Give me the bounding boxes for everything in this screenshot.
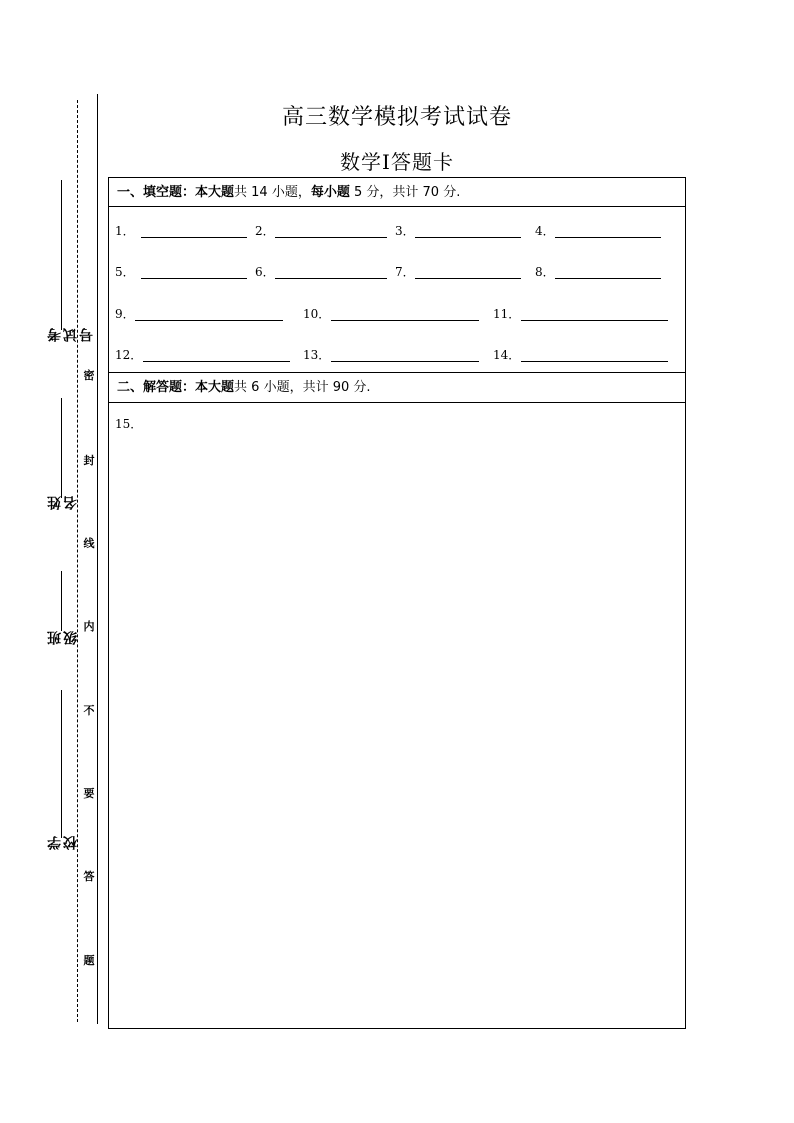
section1-prefix: 一、填空题： [117,185,196,200]
blank-number: 7． [395,265,415,279]
class-label: 班级 [47,631,79,645]
fill-blank-8[interactable] [535,264,555,280]
section1-bold2: 每小题 [310,185,350,200]
answer-line [141,237,247,238]
section2-bold: 本大题 [195,380,235,395]
fill-blank-6[interactable] [255,264,275,280]
seal-char: 不 [83,704,95,717]
answer-line [275,278,387,279]
fill-blank-13[interactable] [303,347,330,363]
fill-blank-4[interactable] [535,223,555,239]
blank-number: 13． [303,348,331,362]
question-15-label: 15． [115,417,143,431]
section2-text: 共 6 小题，共计 90 分. [234,380,371,395]
blank-number: 8． [535,265,555,279]
answer-line [555,278,661,279]
name-line [61,398,62,498]
seal-char: 要 [83,787,95,800]
page-subtitle: 数学Ⅰ答题卡 [340,150,454,174]
fill-blank-12[interactable] [115,347,142,363]
seal-char: 封 [83,454,95,467]
school-label: 学校 [47,836,79,850]
fill-blank-1[interactable] [115,223,135,239]
section2-prefix: 二、解答题： [117,380,196,395]
seal-char: 线 [83,537,95,550]
seal-char: 内 [83,620,95,633]
blank-number: 11． [493,307,521,321]
fill-blank-10[interactable] [303,306,330,322]
blank-number: 12． [115,348,143,362]
fill-blank-7[interactable] [395,264,415,280]
blank-number: 2． [255,224,275,238]
fill-blank-11[interactable] [493,306,520,322]
fill-blank-9[interactable] [115,306,135,322]
answer-line [521,320,668,321]
answer-line [135,320,283,321]
fill-blank-3[interactable] [395,223,415,239]
fill-blank-5[interactable] [115,264,135,280]
exam-number-label: 考试号 [47,328,95,342]
seal-dashed-line [77,100,78,1022]
answer-line [331,320,479,321]
answer-line [331,361,479,362]
blank-number: 3． [395,224,415,238]
seal-char: 密 [83,369,95,382]
seal-solid-line [97,94,98,1024]
section2-header [109,372,685,403]
seal-char: 题 [83,954,95,967]
section1-text2: 5 分，共计 70 分. [349,185,461,200]
exam-number-line [61,180,62,330]
blank-number: 5． [115,265,135,279]
blank-number: 4． [535,224,555,238]
section1-text: 共 14 小题， [234,185,311,200]
school-line [61,690,62,838]
class-line [61,571,62,631]
section1-bold: 本大题 [195,185,235,200]
blank-number: 10． [303,307,331,321]
answer-line [555,237,661,238]
fill-blank-14[interactable] [493,347,520,363]
answer-line [415,237,521,238]
name-label: 姓名 [47,496,79,510]
blank-number: 14． [493,348,521,362]
answer-line [415,278,521,279]
answer-line [141,278,247,279]
section1-header [109,178,685,207]
seal-char: 答 [83,870,95,883]
answer-line [521,361,668,362]
blank-number: 9． [115,307,135,321]
blank-number: 6． [255,265,275,279]
blank-number: 1． [115,224,135,238]
answer-line [143,361,290,362]
fill-blank-2[interactable] [255,223,275,239]
page-title: 高三数学模拟考试试卷 [281,105,512,130]
answer-line [275,237,387,238]
answer-card [108,177,686,1029]
